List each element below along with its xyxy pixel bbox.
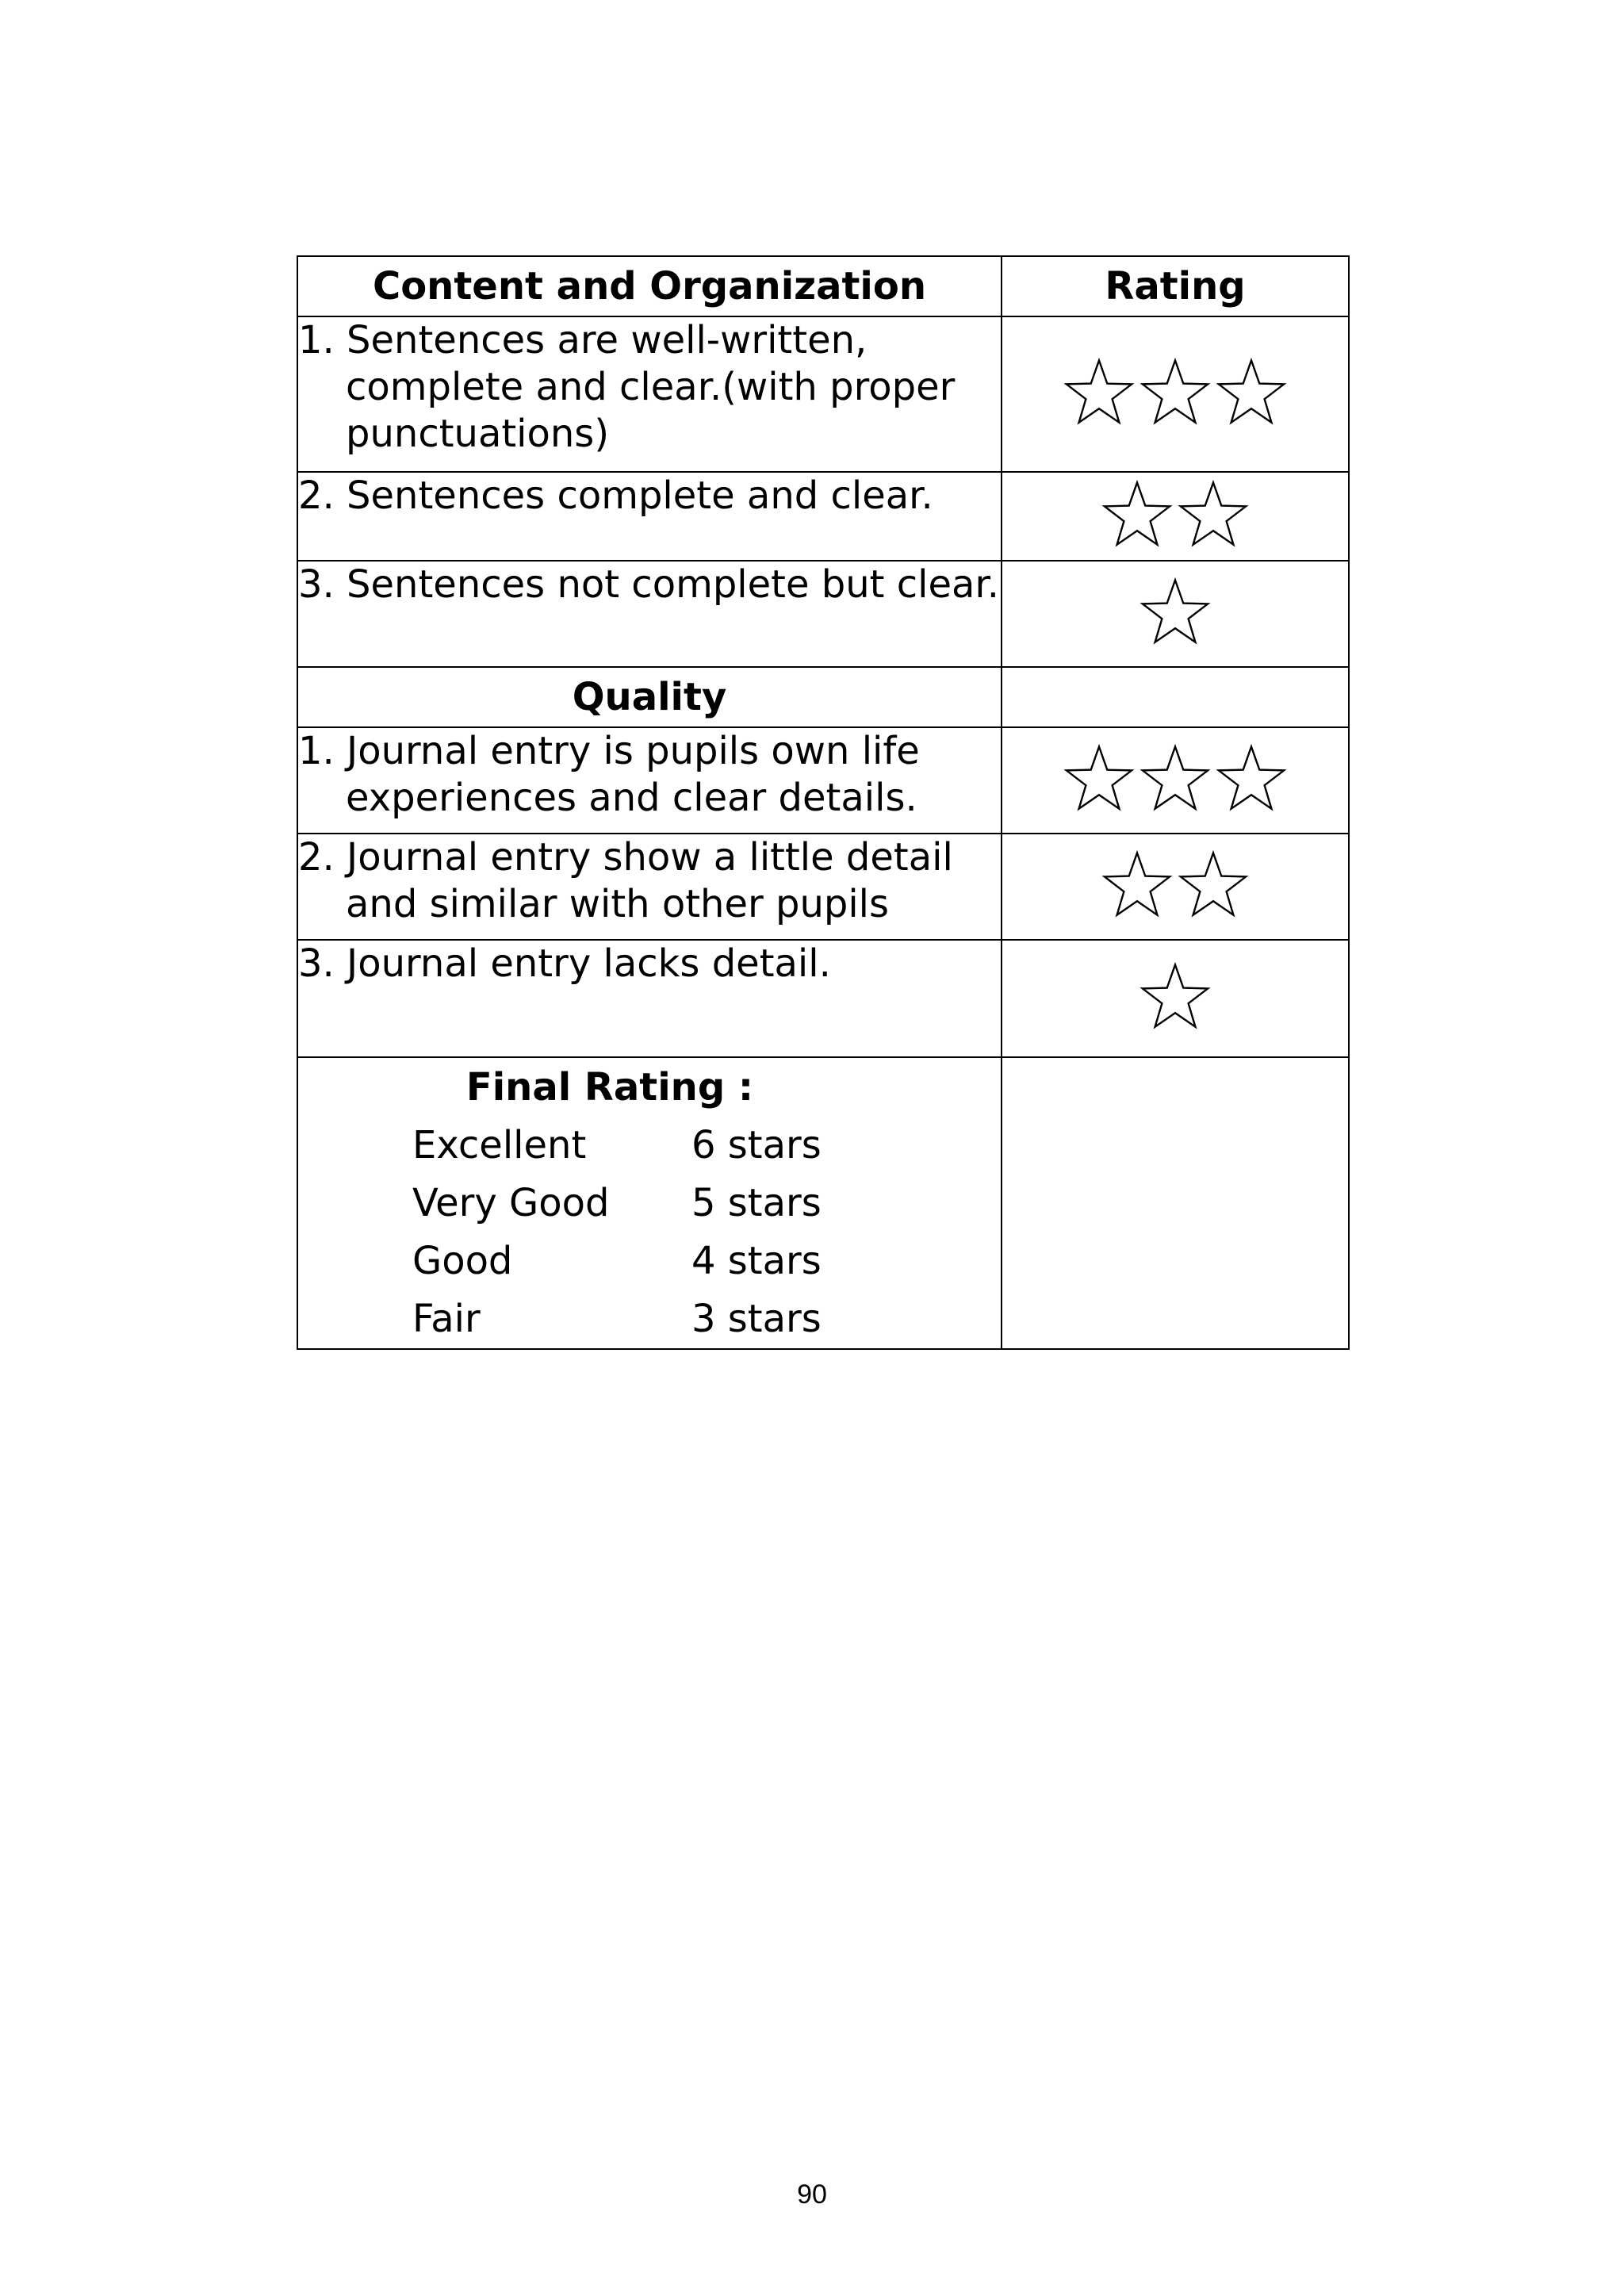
star-outline-icon bbox=[1063, 356, 1136, 429]
scale-value: 3 stars bbox=[691, 1297, 822, 1341]
content-row-2 bbox=[297, 472, 1349, 561]
quality-header-row bbox=[297, 667, 1349, 727]
criterion-cell bbox=[297, 834, 1002, 940]
rating-cell bbox=[1002, 316, 1349, 472]
final-rating-cell bbox=[297, 1057, 1002, 1349]
rubric-table bbox=[297, 255, 1350, 1350]
scale-row-good bbox=[298, 1232, 1001, 1290]
criterion-text: 3. Journal entry lacks detail. bbox=[298, 941, 831, 986]
content-row-1 bbox=[297, 316, 1349, 472]
star-rating bbox=[1063, 356, 1288, 429]
header-row bbox=[297, 256, 1349, 316]
criterion-cell bbox=[297, 940, 1002, 1057]
star-rating bbox=[1101, 478, 1250, 551]
star-outline-icon bbox=[1177, 478, 1250, 551]
star-rating bbox=[1101, 849, 1250, 922]
scale-row-excellent bbox=[298, 1117, 1001, 1175]
criterion-text: 2. Journal entry show a little detail and similar with other pupils bbox=[298, 835, 953, 926]
star-rating bbox=[1139, 960, 1212, 1033]
criterion-cell bbox=[297, 727, 1002, 834]
criterion-text: 1. Journal entry is pupils own life experiences and clear details. bbox=[298, 729, 920, 820]
scale-value: 6 stars bbox=[691, 1123, 822, 1167]
criterion-cell bbox=[297, 316, 1002, 472]
star-outline-icon bbox=[1215, 356, 1288, 429]
star-rating bbox=[1139, 576, 1212, 649]
quality-row-3 bbox=[297, 940, 1349, 1057]
star-outline-icon bbox=[1215, 742, 1288, 815]
scale-value: 4 stars bbox=[691, 1239, 822, 1283]
criterion-cell bbox=[297, 561, 1002, 667]
star-outline-icon bbox=[1101, 849, 1174, 922]
rating-cell bbox=[1002, 727, 1349, 834]
final-rating-row bbox=[297, 1057, 1349, 1349]
quality-header: Quality bbox=[297, 667, 1002, 727]
rating-cell bbox=[1002, 561, 1349, 667]
quality-row-2 bbox=[297, 834, 1349, 940]
page-number: 90 bbox=[797, 2179, 827, 2210]
rating-cell bbox=[1002, 834, 1349, 940]
rating-cell bbox=[1002, 940, 1349, 1057]
rating-header: Rating bbox=[1002, 256, 1349, 316]
star-outline-icon bbox=[1063, 742, 1136, 815]
star-outline-icon bbox=[1139, 576, 1212, 649]
criterion-text: 3. Sentences not complete but clear. bbox=[298, 562, 999, 607]
quality-row-1 bbox=[297, 727, 1349, 834]
scale-label: Very Good bbox=[412, 1181, 610, 1225]
star-outline-icon bbox=[1139, 356, 1212, 429]
rating-cell bbox=[1002, 472, 1349, 561]
scale-value: 5 stars bbox=[691, 1181, 822, 1225]
final-rating-title: Final Rating : bbox=[465, 1065, 754, 1110]
star-outline-icon bbox=[1177, 849, 1250, 922]
criteria-header: Content and Organization bbox=[297, 256, 1002, 316]
scale-row-very-good bbox=[298, 1175, 1001, 1232]
criterion-text: 2. Sentences complete and clear. bbox=[298, 473, 933, 518]
star-rating bbox=[1063, 742, 1288, 815]
criterion-text: 1. Sentences are well-written, complete and clear.(with proper punctuations) bbox=[298, 318, 956, 456]
star-outline-icon bbox=[1101, 478, 1174, 551]
final-rating-entry-cell bbox=[1002, 1057, 1349, 1349]
criterion-cell bbox=[297, 472, 1002, 561]
scale-label: Good bbox=[412, 1239, 513, 1283]
scale-row-fair bbox=[298, 1290, 1001, 1348]
star-outline-icon bbox=[1139, 960, 1212, 1033]
content-row-3 bbox=[297, 561, 1349, 667]
star-outline-icon bbox=[1139, 742, 1212, 815]
empty-rating-cell bbox=[1002, 667, 1349, 727]
scale-label: Excellent bbox=[412, 1123, 587, 1167]
scale-label: Fair bbox=[412, 1297, 481, 1341]
